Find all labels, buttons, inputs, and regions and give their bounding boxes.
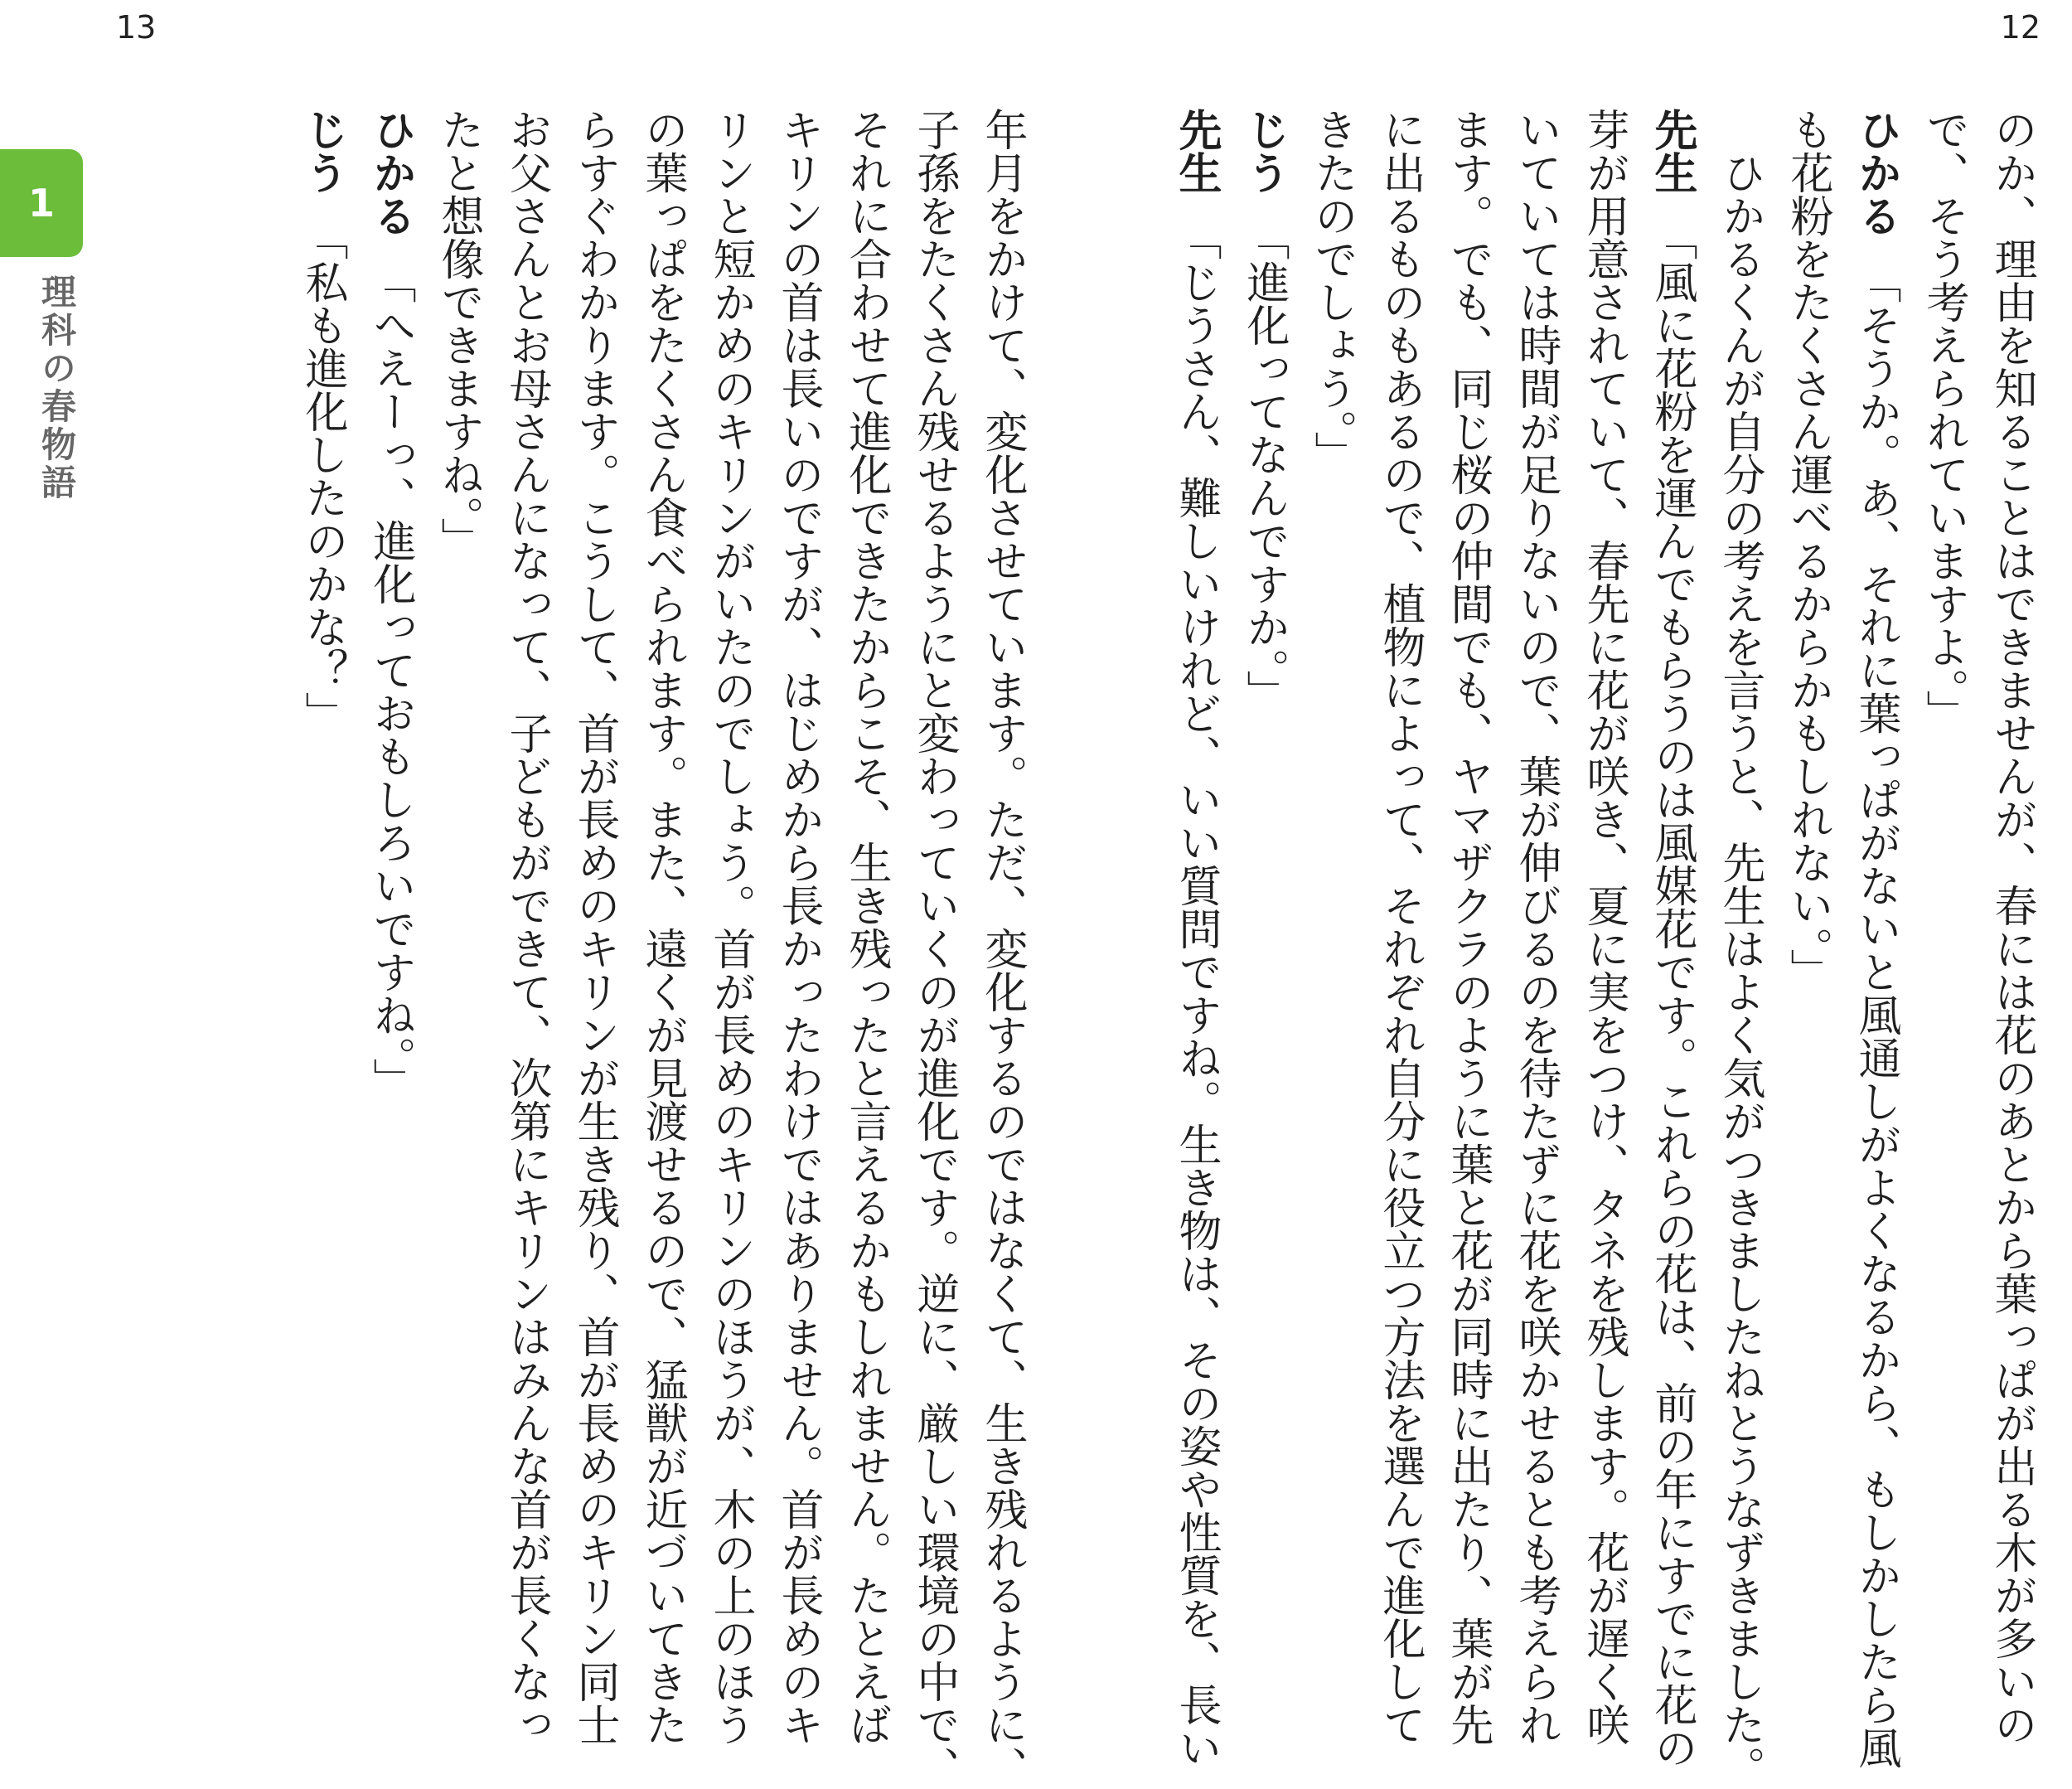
text-line xyxy=(1366,108,1434,1746)
text-line xyxy=(1434,108,1502,1746)
speaker-label: ひかる xyxy=(1851,108,1900,237)
page-number-right: 12 xyxy=(2000,9,2041,46)
line-text: それに合わせて進化できたからこそ、生き残ったと言えるかもしれません。たとえば xyxy=(841,108,891,1746)
line-text: いていては時間が足りないので、葉が伸びるのを待たずに花を咲かせるとも考えられ xyxy=(1511,108,1561,1746)
text-line xyxy=(764,108,832,1746)
speaker-label: じう xyxy=(298,108,347,194)
speaker-label: 先生 xyxy=(1647,108,1697,194)
text-line xyxy=(1162,108,1230,1769)
text-line xyxy=(1978,108,2045,1746)
text-line xyxy=(1298,108,1366,1418)
text-line xyxy=(696,108,764,1746)
line-text: ます。でも、同じ桜の仲間でも、ヤマザクラのように葉と花が同時に出たり、葉が先 xyxy=(1443,108,1493,1746)
line-text: 子孫をたくさん残せるようにと変わっていくのが進化です。逆に、厳しい環境の中で、 xyxy=(909,108,959,1789)
speaker-label: 先生 xyxy=(1171,108,1221,194)
text-line xyxy=(424,108,492,1418)
line-text: のか、理由を知ることはできませんが、春には花のあとから葉っぱが出る木が多いの xyxy=(1987,108,2036,1746)
line-text: お父さんとお母さんになって、子どもができて、次第にキリンはみんな首が長くなっ xyxy=(501,108,551,1746)
page-number-left: 13 xyxy=(116,9,157,46)
text-line xyxy=(1910,108,1978,1418)
line-text: リンと短かめのキリンがいたのでしょう。首が長めのキリンのほうが、木の上のほう xyxy=(705,108,755,1746)
line-text: も花粉をたくさん運べるからかもしれない。」 xyxy=(1783,108,1832,991)
text-line xyxy=(492,108,560,1746)
line-text: 「へえーっ、進化っておもしろいですね。」 xyxy=(366,260,415,1101)
line-text: で、そう考えられていますよ。」 xyxy=(1919,108,1968,733)
speaker-label: じう xyxy=(1239,108,1289,194)
chapter-title: 理科の春物語 xyxy=(36,274,77,502)
text-line xyxy=(356,108,424,1418)
text-line xyxy=(900,108,968,1789)
line-text: の葉っぱをたくさん食べられます。また、遠くが見渡せるので、猛獣が近づいてきた xyxy=(637,108,687,1746)
line-text: たと想像できますね。」 xyxy=(433,108,483,560)
line-text: きたのでしょう。」 xyxy=(1307,108,1357,474)
text-line xyxy=(628,108,696,1746)
speaker-label: ひかる xyxy=(366,108,415,237)
text-line xyxy=(1706,108,1774,1789)
text-line xyxy=(1502,108,1570,1746)
line-text: 「進化ってなんですか。」 xyxy=(1239,217,1289,713)
line-text: 「そうか。あ、それに葉っぱがないと風通しがよくなるから、もしかしたら風 xyxy=(1851,260,1900,1769)
line-text: 芽が用意されていて、春先に花が咲き、夏に実をつけ、タネを残します。花が遅く咲 xyxy=(1579,108,1629,1746)
line-text: に出るものもあるので、植物によって、それぞれ自分に役立つ方法を選んで進化して xyxy=(1375,108,1425,1746)
line-text: ひかるくんが自分の考えを言うと、先生はよく気がつきましたねとうなずきました。 xyxy=(1715,108,1765,1789)
line-text: 年月をかけて、変化させています。ただ、変化するのではなくて、生き残れるように、 xyxy=(977,108,1027,1789)
left-page-text xyxy=(240,108,1036,1789)
right-page-text xyxy=(1171,108,2045,1789)
text-line xyxy=(1842,108,1910,1769)
text-line xyxy=(560,108,628,1746)
text-line xyxy=(832,108,900,1746)
line-text: らすぐわかります。こうして、首が長めのキリンが生き残り、首が長めのキリン同士 xyxy=(569,108,619,1746)
line-text: キリンの首は長いのですが、はじめから長かったわけではありません。首が長めのキ xyxy=(773,108,823,1746)
text-line xyxy=(1570,108,1638,1746)
text-line xyxy=(1774,108,1842,1418)
line-text: 「風に花粉を運んでもらうのは風媒花です。これらの花は、前の年にすでに花の xyxy=(1647,217,1697,1769)
text-line xyxy=(1230,108,1298,1418)
text-line xyxy=(968,108,1036,1789)
chapter-number-tab: 1 xyxy=(0,149,83,257)
text-line xyxy=(1638,108,1706,1769)
line-text: 「私も進化したのかな？」 xyxy=(298,217,347,735)
text-line xyxy=(288,108,356,1418)
line-text: 「じうさん、難しいけれど、いい質問ですね。生き物は、その姿や性質を、長い xyxy=(1171,217,1221,1769)
